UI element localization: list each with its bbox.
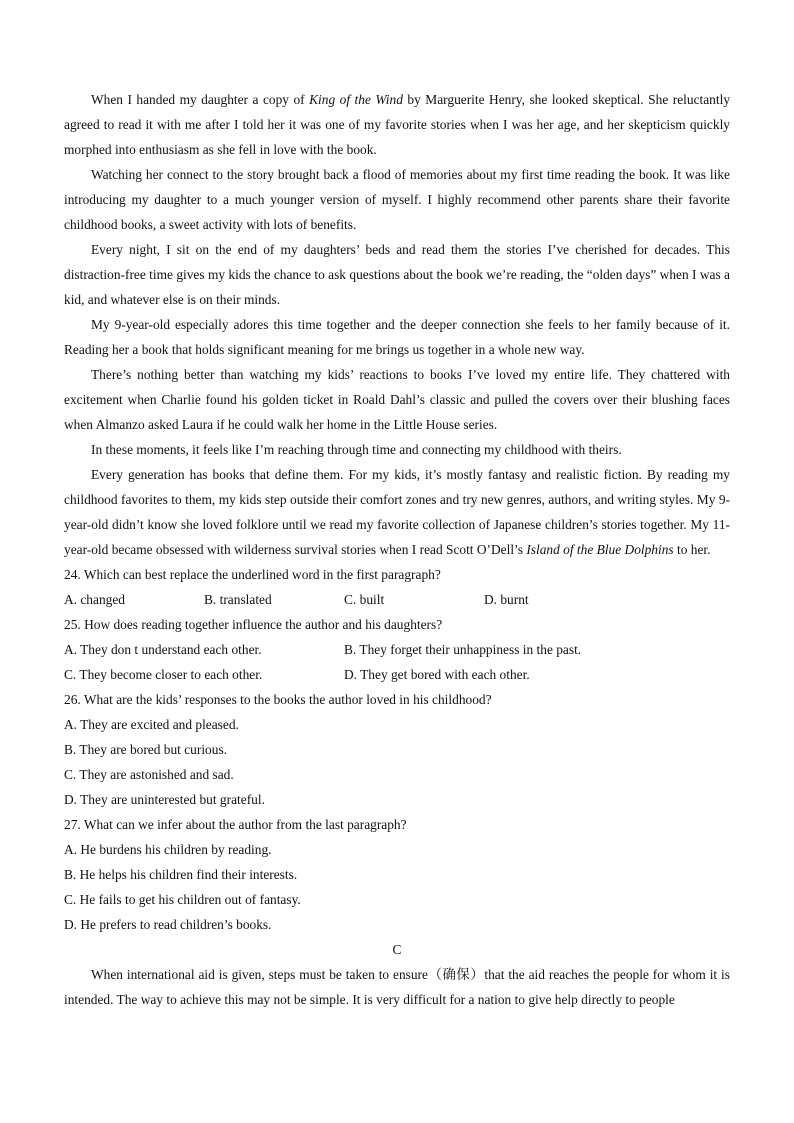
option-c: C. They are astonished and sad. [64, 767, 234, 782]
paragraph-5: There’s nothing better than watching my kids’ reactions to books I’ve loved my entire life. They chattered with excitement when Charlie found his golden ticket in Roald Dahl’s classic and pulled the covers over their blushing faces when Almanzo asked Laura if he could walk her home in the Little House series. [64, 367, 730, 432]
book-title-king-of-the-wind: King of the Wind [309, 92, 403, 107]
paragraph-3: Every night, I sit on the end of my daughters’ beds and read them the stories I’ve cherished for decades. This distraction-free time gives my kids the chance to ask questions about the book we’re reading, the “olden days” when I was a kid, and whatever else is on their minds. [64, 242, 730, 307]
paragraph-7-text-a: Every generation has books that define them. For my kids, it’s mostly fantasy and realistic fiction. By reading my childhood favorites to them, my kids step outside their comfort zones and try new genres, authors, and writing styles. My 9-year-old didn’t know she loved folklore until we read my favorite collection of Japanese children’s stories together. My 11-year-old became obsessed with wilderness survival stories when I read Scott O’Dell’s [64, 467, 730, 557]
question-27-stem: 27. What can we infer about the author from the last paragraph? [64, 817, 407, 832]
paragraph-4: My 9-year-old especially adores this time together and the deeper connection she feels to her family because of it. Reading her a book that holds significant meaning for me brings us together in a whole new way. [64, 317, 730, 357]
option-d: D. They are uninterested but grateful. [64, 792, 265, 807]
question-25-stem: 25. How does reading together influence the author and his daughters? [64, 617, 443, 632]
option-d: D. He prefers to read children’s books. [64, 917, 272, 932]
question-25-options-row-2 [64, 662, 730, 687]
question-25-options-row-1 [64, 637, 730, 662]
question-26-stem: 26. What are the kids’ responses to the books the author loved in his childhood? [64, 692, 492, 707]
option-c: C. He fails to get his children out of fantasy. [64, 892, 301, 907]
option-a: A. He burdens his children by reading. [64, 842, 272, 857]
option-b: B. They are bored but curious. [64, 742, 228, 757]
option-d: D. burnt [484, 592, 529, 607]
paragraph-1-text-b: by Marguerite Henry, she looked skeptical. She reluctantly agreed to read it with me after I told her it was one of my favorite stories when I was her age, and her skepticism quickly morphed into enthusiasm as she fell in love with the book. [64, 92, 731, 157]
question-24-stem: 24. Which can best replace the underlined word in the first paragraph? [64, 567, 441, 582]
option-b: B. He helps his children find their interests. [64, 867, 298, 882]
section-heading-c: C [392, 942, 402, 957]
question-24-options [64, 587, 730, 612]
option-a: A. They don t understand each other. [64, 642, 262, 657]
paragraph-2: Watching her connect to the story brought back a flood of memories about my first time reading the book. It was like introducing my daughter to a much younger version of myself. I highly recommend other parents share their favorite childhood books, a sweet activity with lots of benefits. [64, 167, 730, 232]
option-b: B. translated [204, 592, 272, 607]
book-title-island-of-the-blue-dolphins: Island of the Blue Dolphins [526, 542, 674, 557]
option-d: D. They get bored with each other. [344, 667, 530, 682]
document-page [64, 87, 730, 1012]
section-c-paragraph-1: When international aid is given, steps must be taken to ensure（确保）that the aid reaches the people for whom it is intended. The way to achieve this may not be simple. It is very difficult for a nation to give help directly to people [64, 967, 730, 1007]
option-a: A. They are excited and pleased. [64, 717, 239, 732]
option-a: A. changed [64, 592, 125, 607]
paragraph-6: In these moments, it feels like I’m reaching through time and connecting my childhood with theirs. [91, 442, 622, 457]
option-b: B. They forget their unhappiness in the past. [344, 642, 582, 657]
paragraph-1-text-a: When I handed my daughter a copy of [91, 92, 310, 107]
option-c: C. built [344, 592, 385, 607]
paragraph-7-text-b: to her. [673, 542, 711, 557]
paragraph-1 [64, 87, 730, 162]
option-c: C. They become closer to each other. [64, 667, 263, 682]
paragraph-7 [64, 462, 730, 562]
